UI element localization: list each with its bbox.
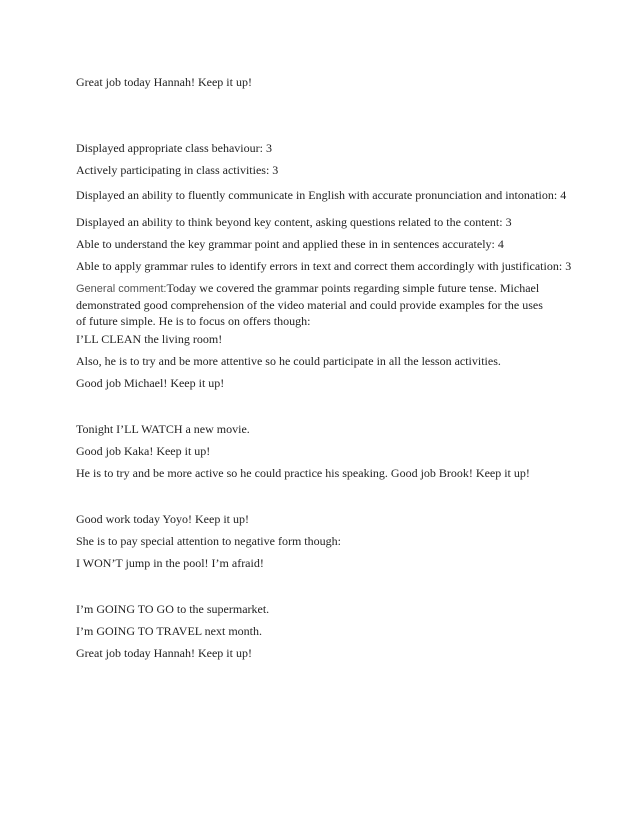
text-line: I’m GOING TO GO to the supermarket. xyxy=(76,602,270,616)
text-line: Displayed an ability to fluently communicate in English with accurate pronunciation and intonation: 4 xyxy=(76,188,567,202)
text-line: Good job Kaka! Keep it up! xyxy=(76,444,211,458)
text-line: Actively participating in class activities: 3 xyxy=(76,163,279,177)
text-line: Great job today Hannah! Keep it up! xyxy=(76,646,252,660)
text-line: Able to apply grammar rules to identify errors in text and correct them accordingly with justification: 3 xyxy=(76,259,572,273)
general-comment-text: Today we covered the grammar points regarding simple future tense. Michael demonstrated good comprehension of the video material and could provide examples for the uses of future simple. He is to focus on offers though: xyxy=(76,281,543,328)
text-line: Good job Michael! Keep it up! xyxy=(76,376,225,390)
text-line: Also, he is to try and be more attentive so he could participate in all the lesson activities. xyxy=(76,354,501,368)
text-line: Great job today Hannah! Keep it up! xyxy=(76,75,252,89)
text-line: I WON’T jump in the pool! I’m afraid! xyxy=(76,556,264,570)
text-line: Displayed an ability to think beyond key content, asking questions related to the content: 3 xyxy=(76,215,512,229)
text-line: Able to understand the key grammar point and applied these in in sentences accurately: 4 xyxy=(76,237,504,251)
text-line: I’m GOING TO TRAVEL next month. xyxy=(76,624,262,638)
text-line: Good work today Yoyo! Keep it up! xyxy=(76,512,249,526)
general-comment-paragraph xyxy=(76,280,546,329)
text-line: I’LL CLEAN the living room! xyxy=(76,332,223,346)
text-line: She is to pay special attention to negative form though: xyxy=(76,534,341,548)
text-line: He is to try and be more active so he could practice his speaking. Good job Brook! Keep it up! xyxy=(76,466,530,480)
text-line: Displayed appropriate class behaviour: 3 xyxy=(76,141,272,155)
text-line: Tonight I’LL WATCH a new movie. xyxy=(76,422,250,436)
general-comment-label: General comment: xyxy=(76,283,167,295)
